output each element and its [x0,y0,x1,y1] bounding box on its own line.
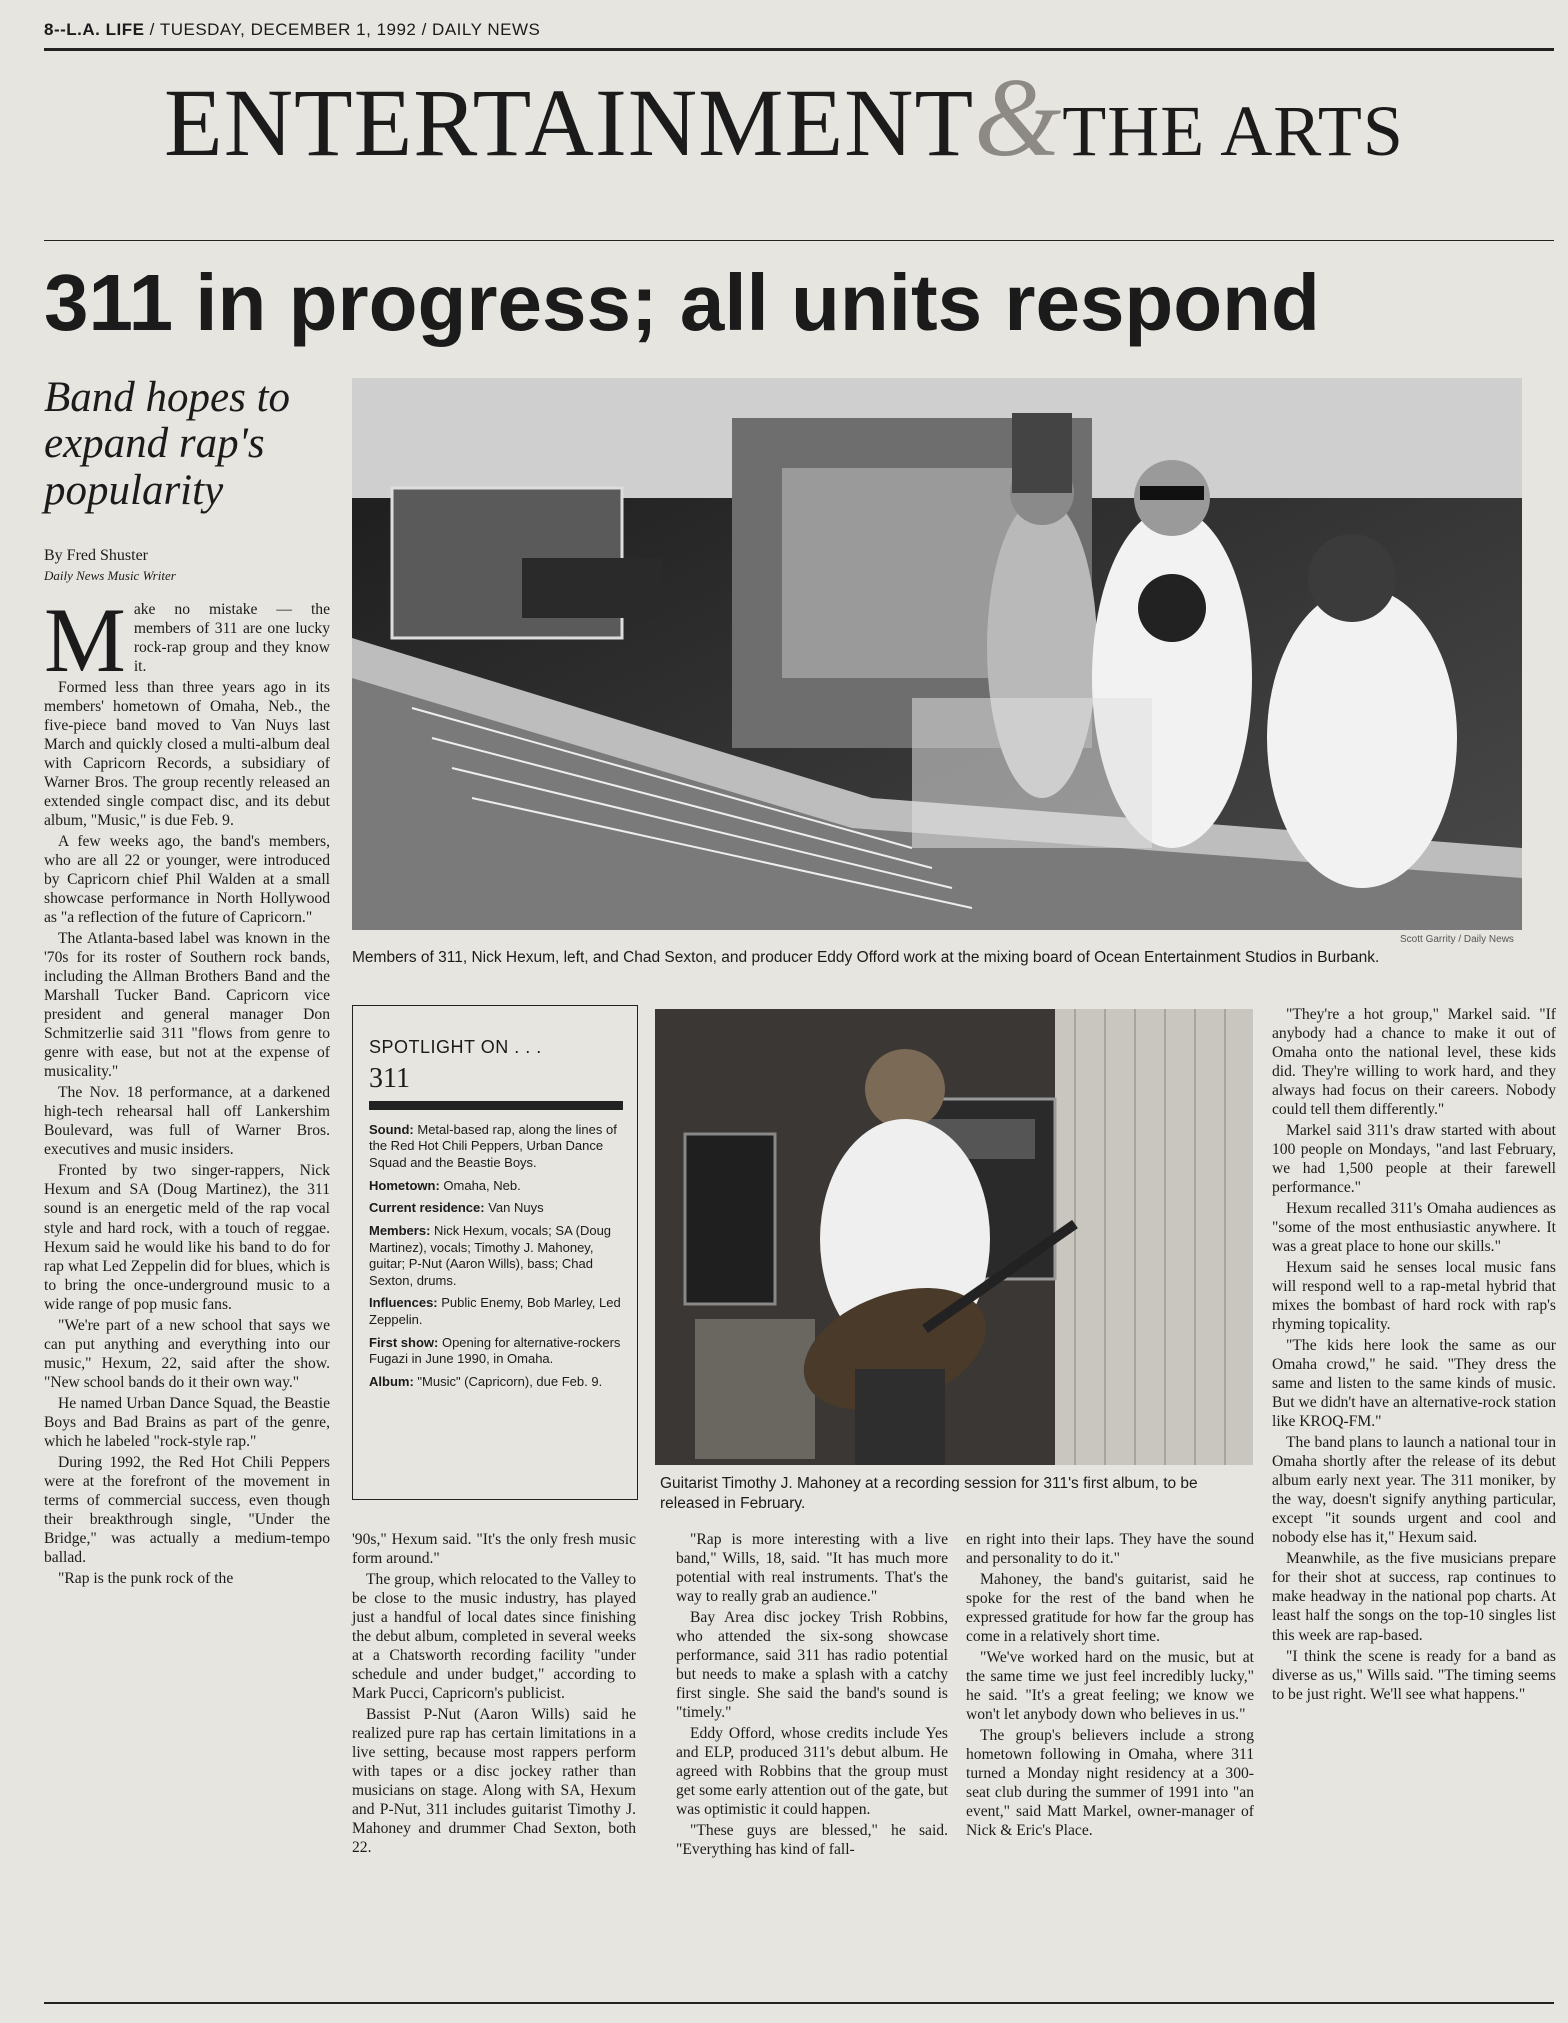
spotlight-row-text: Public Enemy, Bob Marley, Led Zeppelin. [369,1295,621,1328]
guitarist-photo [655,1009,1253,1465]
article-column-2 [352,1530,636,1859]
masthead-word1: ENTERTAINMENT [164,69,975,176]
guitarist-photo-illustration [655,1009,1253,1465]
paragraph: He named Urban Dance Squad, the Beastie Boys and Bad Brains as part of the genre, which he labeled "rock-style rap." [44,1394,330,1450]
paragraph: The group, which relocated to the Valley to be close to the music industry, has played just a handful of local dates since finishing the debut album, completed in several weeks at a Chatsworth recording facility "under schedule and under budget," according to Mark Pucci, Capricorn's publicist. [352,1571,636,1703]
paragraph: "I think the scene is ready for a band as diverse as us," Wills said. "The timing seems to be just right. We'll see what happens." [1272,1647,1556,1703]
spotlight-row-label: Current residence: [369,1200,485,1216]
spotlight-row-label: Hometown: [369,1177,440,1193]
headline: 311 in progress; all units respond [44,258,1320,347]
masthead-rule [44,240,1554,241]
spotlight-row-label: Members: [369,1222,431,1238]
article-column-3 [676,1530,948,1861]
lead-paragraph [44,589,330,691]
spotlight-box [352,1005,638,1500]
byline [44,545,344,584]
paragraph: The Nov. 18 performance, at a darkened high-tech rehearsal hall off Lankershim Boulevard, was full of Warner Bros. executives and music insiders. [44,1084,330,1159]
paragraph: Markel said 311's draw started with about 100 people on Mondays, "and last February, we had 1,500 people at their farewell performance." [1272,1122,1556,1197]
folio-line [44,20,540,40]
article-column-1 [44,589,330,1990]
article-column-4 [966,1530,1254,1842]
spotlight-row-text: Nick Hexum, vocals; SA (Doug Martinez), vocals; Timothy J. Mahoney, guitar; P-Nut (Aaron Wills), bass; Chad Sexton, drums. [369,1222,612,1288]
folio-dateline: / TUESDAY, DECEMBER 1, 1992 / DAILY NEWS [144,20,541,39]
paragraph: Bay Area disc jockey Trish Robbins, who attended the six-song showcase performance, said 311 has radio potential but needs to make a splash with a catchy first single. She said the band's sound is "timely." [676,1609,948,1722]
paragraph: Fronted by two singer-rappers, Nick Hexum and SA (Doug Martinez), the 311 sound is an energetic meld of the rap vocal style and hard rock, with a touch of reggae. Hexum said he would like his band to do for rap what Led Zeppelin did for blues, which is to bring the once-underground music to a wide range of pop music fans. [44,1162,330,1313]
paragraph: Hexum recalled 311's Omaha audiences as "some of the most enthusiastic anywhere. It was a great place to hone our skills." [1272,1200,1556,1256]
paragraph: "Rap is more interesting with a live band," Wills, 18, said. "It has much more potential with real instruments. That's the way to really grab an audience." [676,1531,948,1606]
paragraph: "The kids here look the same as our Omaha crowd," he said. "They dress the same and listen to the same kinds of music. But we didn't have an alternative-rock station like KROQ-FM." [1272,1337,1556,1431]
paragraph: "We've worked hard on the music, but at the same time we just feel incredibly lucky," he said. "It's a great feeling; we know we won't let anybody down who believes in us." [966,1649,1254,1724]
paragraph: The band plans to launch a national tour in Omaha shortly after the release of its debut album early next year. The 311 moniker, by the way, doesn't signify anything particular, except "it sounds urgent and cool and nobody else has it," Hexum said. [1272,1434,1556,1547]
article-column-5 [1272,1005,1556,1706]
spotlight-row-text: Omaha, Neb. [439,1177,521,1193]
paragraph: Bassist P-Nut (Aaron Wills) said he realized pure rap has certain limitations in a live setting, because most rappers perform with tapes or a disc jockey rather than musicians on stage. Along with SA, Hexum and P-Nut, 311 includes guitarist Timothy J. Mahoney and drummer Chad Sexton, both 22. [352,1706,636,1857]
spotlight-row-label: Sound: [369,1121,414,1137]
spotlight-row-text: "Music" (Capricorn), due Feb. 9. [413,1373,603,1389]
paragraph: "They're a hot group," Markel said. "If anybody had a chance to make it out of Omaha onto the national level, these kids did. They're willing to work hard, and they always had focus on their careers. Nobody could tell them differently." [1272,1006,1556,1119]
spotlight-row [369,1295,623,1328]
drop-cap: M [44,589,126,691]
paragraph: Hexum said he senses local music fans will respond well to a rap-metal hybrid that mixes the bombast of hard rock with rap's rhyming topicality. [1272,1259,1556,1334]
spotlight-row [369,1223,623,1290]
paragraph: The group's believers include a strong hometown following in Omaha, where 311 turned a Monday night residency at a 300-seat club during the summer of 1991 into "an event," said Matt Markel, owner-manager of Nick & Eric's Place. [966,1727,1254,1840]
spotlight-name: 311 [369,1063,410,1095]
section-masthead [0,56,1568,180]
spotlight-row-text: Van Nuys [484,1200,544,1216]
top-rule [44,48,1554,51]
spotlight-row [369,1178,623,1195]
spotlight-bar [369,1101,623,1110]
spotlight-row-text: Metal-based rap, along the lines of the Red Hot Chili Peppers, Urban Dance Squad and the Beastie Boys. [369,1121,617,1171]
paragraph: Formed less than three years ago in its members' hometown of Omaha, Neb., the five-piece band moved to Van Nuys last March and quickly closed a multi-album deal with Capricorn Records, a subsidiary of Warner Bros. The group recently released an extended single compact disc, and its debut album, "Music," is due Feb. 9. [44,679,330,830]
paragraph: "These guys are blessed," he said. "Everything has kind of fall- [676,1822,948,1859]
paragraph: "Rap is the punk rock of the [58,1569,234,1587]
paragraph: '90s," Hexum said. "It's the only fresh music form around." [352,1531,636,1568]
studio-photo-illustration [352,378,1522,930]
spotlight-row-label: First show: [369,1334,439,1350]
photo1-credit: Scott Garrity / Daily News [1400,934,1514,945]
byline-author: By Fred Shuster [44,547,148,564]
paragraph: Mahoney, the band's guitarist, said he spoke for the rest of the band when he expressed gratitude for how far the group has come in a relatively short time. [966,1571,1254,1646]
studio-photo [352,378,1522,930]
masthead-word2: THE ARTS [1062,91,1404,171]
paragraph: Eddy Offord, whose credits include Yes and ELP, produced 311's debut album. He agreed with Robbins that the group must get some early attention out of the gate, but was optimistic it could happen. [676,1725,948,1819]
spotlight-row-text: Opening for alternative-rockers Fugazi in June 1990, in Omaha. [369,1334,621,1367]
spotlight-row [369,1200,623,1217]
paragraph: ake no mistake — the members of 311 are one lucky rock-rap group and they know it. [133,601,330,676]
spotlight-header: SPOTLIGHT ON . . . [369,1037,542,1057]
folio-section: 8--L.A. LIFE [44,20,145,39]
paragraph: Meanwhile, as the five musicians prepare for their shot at success, rap continues to make headway in the national pop charts. At least half the songs on the top-10 singles list this week are rap-based. [1272,1550,1556,1644]
photo2-caption: Guitarist Timothy J. Mahoney at a recording session for 311's first album, to be released in February. [660,1475,1198,1513]
paragraph: A few weeks ago, the band's members, who are all 22 or younger, were introduced by Capricorn chief Phil Walden at a small showcase performance in North Hollywood as "a reflection of the future of Capricorn." [44,833,330,927]
spotlight-row [369,1335,623,1368]
spotlight-row-label: Album: [369,1373,414,1389]
spotlight-row [369,1374,623,1391]
paragraph: The Atlanta-based label was known in the '70s for its roster of Southern rock bands, including the Allman Brothers Band and the Marshall Tucker Band. Capricorn vice president and general manager Don Schmitzerlie said 311 "flows from genre to genre with ease, but not at the expense of musicality." [44,930,330,1081]
paragraph: "We're part of a new school that says we can put anything and everything into our music," Hexum, 22, said after the show. "New school bands do it their own way." [44,1316,330,1391]
byline-role: Daily News Music Writer [44,567,176,583]
paragraph: en right into their laps. They have the sound and personality to do it." [966,1531,1254,1568]
photo1-caption: Members of 311, Nick Hexum, left, and Chad Sexton, and producer Eddy Offord work at the mixing board of Ocean Entertainment Studios in Burbank. [352,949,1380,966]
spotlight-row [369,1122,623,1172]
masthead-ampersand: & [974,56,1063,180]
bottom-rule [44,2002,1554,2004]
spotlight-row-label: Influences: [369,1295,438,1311]
paragraph: During 1992, the Red Hot Chili Peppers were at the forefront of the movement in terms of commercial success, even though their breakthrough single, "Under the Bridge," was actually a medium-tempo ballad. [44,1453,330,1566]
deck: Band hopes to expand rap's popularity [44,374,291,514]
